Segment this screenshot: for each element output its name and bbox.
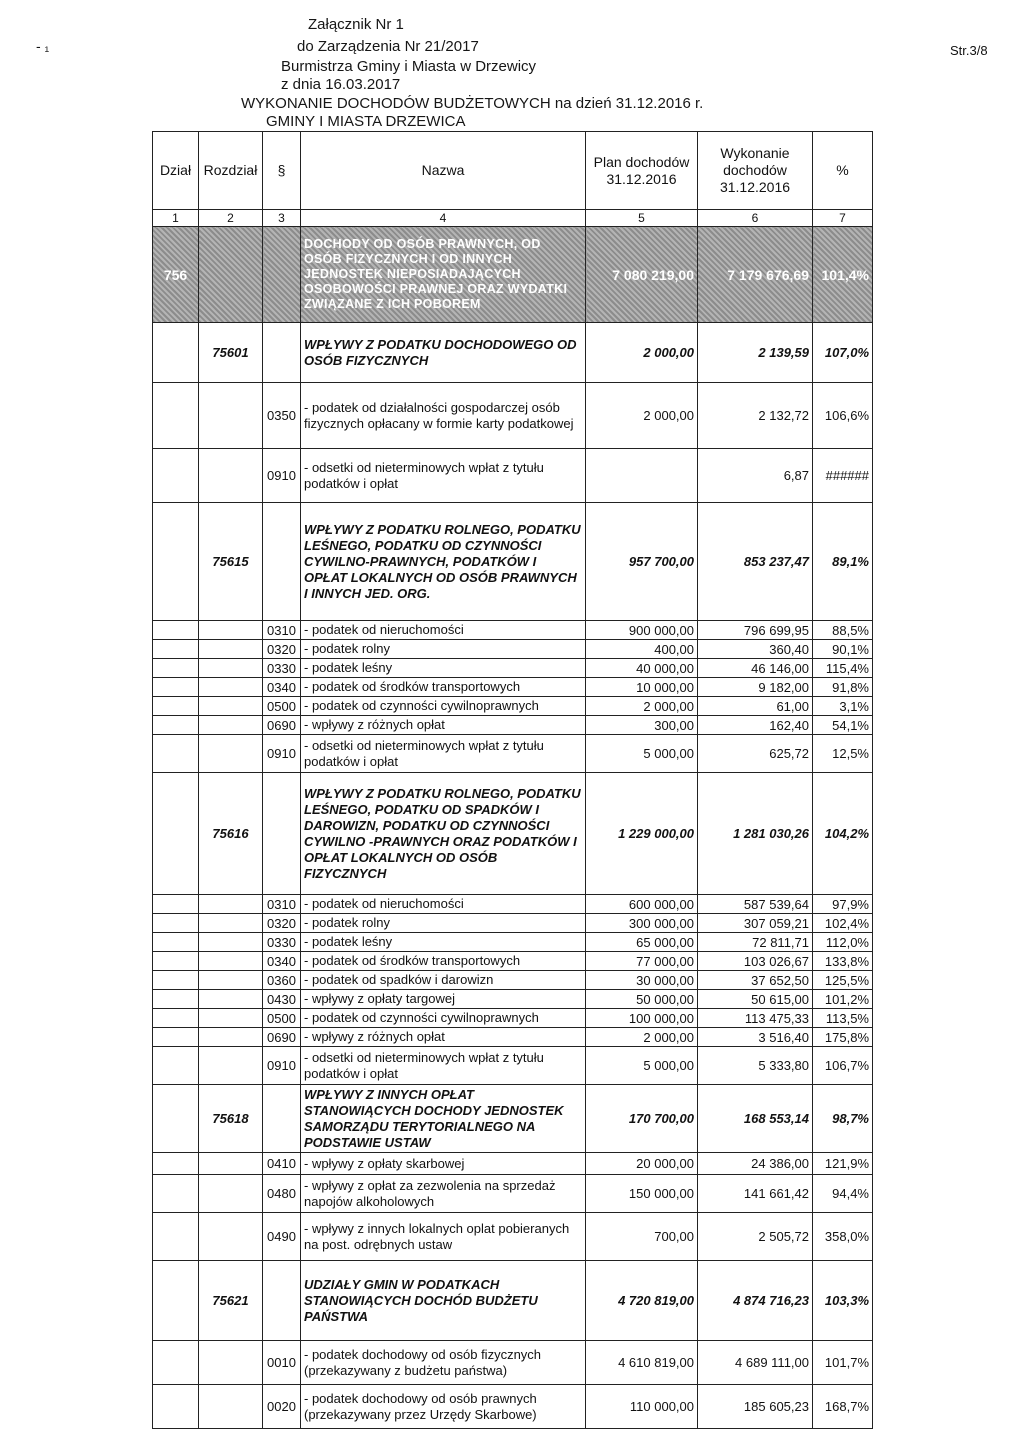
row-name: - podatek od działalności gospodarczej osób fizycznych opłacany w formie karty podatkowej <box>301 383 586 449</box>
table-row <box>153 1153 873 1175</box>
row-name: WPŁYWY Z PODATKU ROLNEGO, PODATKU LEŚNEGO, PODATKU OD SPADKÓW I DAROWIZN, PODATKU OD CZYNNOŚCI CYWILNO -PRAWNYCH ORAZ PODATKÓW I OPŁAT LOKALNYCH OD OSÓB FIZYCZNYCH <box>301 773 586 895</box>
header-line-2: do Zarządzenia Nr 21/2017 <box>297 38 479 55</box>
paragraf-code: 0430 <box>263 990 301 1009</box>
dzial-cell <box>153 933 199 952</box>
row-wykonanie: 46 146,00 <box>698 659 813 678</box>
column-number-row <box>153 210 873 227</box>
paragraf-code <box>263 1261 301 1341</box>
row-name: - podatek od nieruchomości <box>301 621 586 640</box>
row-wykonanie: 6,87 <box>698 449 813 503</box>
row-name: WPŁYWY Z PODATKU DOCHODOWEGO OD OSÓB FIZYCZNYCH <box>301 323 586 383</box>
dzial-cell <box>153 449 199 503</box>
table-row <box>153 697 873 716</box>
row-name: - podatek dochodowy od osób prawnych (przekazywany przez Urzędy Skarbowe) <box>301 1385 586 1429</box>
col-number: 1 <box>153 210 199 227</box>
paragraf-code: 0360 <box>263 971 301 990</box>
row-wykonanie: 853 237,47 <box>698 503 813 621</box>
dzial-cell <box>153 1047 199 1085</box>
row-name: - podatek od środków transportowych <box>301 952 586 971</box>
row-procent: 12,5% <box>813 735 873 773</box>
row-procent: 98,7% <box>813 1085 873 1153</box>
rozdzial-code: 75615 <box>199 503 263 621</box>
row-wykonanie: 2 505,72 <box>698 1213 813 1261</box>
rozdzial-code <box>199 952 263 971</box>
table-row <box>153 1047 873 1085</box>
dzial-cell <box>153 895 199 914</box>
row-procent: 90,1% <box>813 640 873 659</box>
col-header-nazwa: Nazwa <box>301 132 586 210</box>
col-header-wykonanie: Wykonanie dochodów 31.12.2016 <box>698 132 813 210</box>
col-number: 7 <box>813 210 873 227</box>
table-row <box>153 659 873 678</box>
paragraf-code <box>263 323 301 383</box>
col-number: 3 <box>263 210 301 227</box>
page-number: Str.3/8 <box>950 43 988 58</box>
row-name: WPŁYWY Z INNYCH OPŁAT STANOWIĄCYCH DOCHODY JEDNOSTEK SAMORZĄDU TERYTORIALNEGO NA PODSTAWIE USTAW <box>301 1085 586 1153</box>
dzial-cell <box>153 640 199 659</box>
row-plan: 1 229 000,00 <box>586 773 698 895</box>
row-wykonanie: 1 281 030,26 <box>698 773 813 895</box>
table-row <box>153 1213 873 1261</box>
table-row <box>153 971 873 990</box>
row-name: - odsetki od nieterminowych wpłat z tytułu podatków i opłat <box>301 449 586 503</box>
rozdzial-code <box>199 716 263 735</box>
budget-table <box>152 131 873 1429</box>
row-procent: 54,1% <box>813 716 873 735</box>
table-row <box>153 1341 873 1385</box>
dzial-cell <box>153 716 199 735</box>
row-plan: 40 000,00 <box>586 659 698 678</box>
col-header-dzial: Dział <box>153 132 199 210</box>
rozdzial-code <box>199 449 263 503</box>
row-name: - odsetki od nieterminowych wpłat z tytułu podatków i opłat <box>301 1047 586 1085</box>
col-header-paragraf: § <box>263 132 301 210</box>
paragraf-code: 0410 <box>263 1153 301 1175</box>
col-number: 4 <box>301 210 586 227</box>
table-row <box>153 640 873 659</box>
row-plan: 77 000,00 <box>586 952 698 971</box>
row-name: - podatek rolny <box>301 914 586 933</box>
dzial-cell <box>153 971 199 990</box>
row-procent: 103,3% <box>813 1261 873 1341</box>
row-name: - podatek od czynności cywilnoprawnych <box>301 1009 586 1028</box>
paragraf-code: 0690 <box>263 1028 301 1047</box>
paragraf-code: 0500 <box>263 1009 301 1028</box>
row-wykonanie: 587 539,64 <box>698 895 813 914</box>
row-procent: 101,2% <box>813 990 873 1009</box>
col-number: 2 <box>199 210 263 227</box>
paragraf-code: 0310 <box>263 895 301 914</box>
paragraf-code: 0010 <box>263 1341 301 1385</box>
row-procent: 94,4% <box>813 1175 873 1213</box>
dzial-cell <box>153 1341 199 1385</box>
row-procent: 3,1% <box>813 697 873 716</box>
paragraf-code: 0330 <box>263 659 301 678</box>
row-wykonanie: 61,00 <box>698 697 813 716</box>
dzial-cell <box>153 990 199 1009</box>
rozdzial-row <box>153 503 873 621</box>
dzial-cell <box>153 1028 199 1047</box>
dzial-row <box>153 227 873 323</box>
rozdzial-row <box>153 773 873 895</box>
row-name: - wpływy z opłaty targowej <box>301 990 586 1009</box>
row-name: - odsetki od nieterminowych wpłat z tytułu podatków i opłat <box>301 735 586 773</box>
header-line-4: z dnia 16.03.2017 <box>281 76 401 93</box>
empty-cell <box>199 227 263 323</box>
row-plan: 2 000,00 <box>586 323 698 383</box>
dzial-cell <box>153 952 199 971</box>
dzial-code: 756 <box>153 227 199 323</box>
dzial-cell <box>153 1009 199 1028</box>
rozdzial-row <box>153 1261 873 1341</box>
rozdzial-code <box>199 1213 263 1261</box>
row-wykonanie: 4 874 716,23 <box>698 1261 813 1341</box>
table-row <box>153 449 873 503</box>
dzial-cell <box>153 659 199 678</box>
row-plan: 700,00 <box>586 1213 698 1261</box>
row-name: - podatek od nieruchomości <box>301 895 586 914</box>
rozdzial-code <box>199 990 263 1009</box>
row-procent: 175,8% <box>813 1028 873 1047</box>
row-procent: 101,7% <box>813 1341 873 1385</box>
row-name: - wpływy z innych lokalnych oplat pobieranych na post. odrębnych ustaw <box>301 1213 586 1261</box>
row-procent: 168,7% <box>813 1385 873 1429</box>
row-plan: 30 000,00 <box>586 971 698 990</box>
dzial-cell <box>153 697 199 716</box>
dzial-procent: 101,4% <box>813 227 873 323</box>
dzial-cell <box>153 1175 199 1213</box>
table-row <box>153 735 873 773</box>
paragraf-code: 0310 <box>263 621 301 640</box>
row-plan: 900 000,00 <box>586 621 698 640</box>
table-row <box>153 716 873 735</box>
row-procent: 113,5% <box>813 1009 873 1028</box>
row-plan: 65 000,00 <box>586 933 698 952</box>
dzial-cell <box>153 678 199 697</box>
rozdzial-code <box>199 659 263 678</box>
row-procent: ###### <box>813 449 873 503</box>
row-wykonanie: 141 661,42 <box>698 1175 813 1213</box>
row-plan: 170 700,00 <box>586 1085 698 1153</box>
row-procent: 121,9% <box>813 1153 873 1175</box>
row-procent: 115,4% <box>813 659 873 678</box>
rozdzial-code <box>199 383 263 449</box>
row-plan: 5 000,00 <box>586 1047 698 1085</box>
row-plan: 20 000,00 <box>586 1153 698 1175</box>
dzial-name: DOCHODY OD OSÓB PRAWNYCH, OD OSÓB FIZYCZNYCH I OD INNYCH JEDNOSTEK NIEPOSIADAJĄCYCH OSOBOWOŚCI PRAWNEJ ORAZ WYDATKI ZWIĄZANE Z ICH POBOREM <box>301 227 586 323</box>
dzial-cell <box>153 503 199 621</box>
table-row <box>153 1028 873 1047</box>
row-name: - podatek leśny <box>301 659 586 678</box>
paragraf-code: 0020 <box>263 1385 301 1429</box>
rozdzial-code: 75618 <box>199 1085 263 1153</box>
row-procent: 133,8% <box>813 952 873 971</box>
row-wykonanie: 24 386,00 <box>698 1153 813 1175</box>
row-procent: 88,5% <box>813 621 873 640</box>
row-procent: 97,9% <box>813 895 873 914</box>
row-plan: 957 700,00 <box>586 503 698 621</box>
table-row <box>153 621 873 640</box>
row-name: - podatek dochodowy od osób fizycznych (przekazywany z budżetu państwa) <box>301 1341 586 1385</box>
dzial-cell <box>153 621 199 640</box>
rozdzial-code: 75616 <box>199 773 263 895</box>
row-wykonanie: 625,72 <box>698 735 813 773</box>
header-line-1: Załącznik Nr 1 <box>308 16 404 33</box>
table-header-row <box>153 132 873 210</box>
rozdzial-code <box>199 1009 263 1028</box>
table-row <box>153 952 873 971</box>
rozdzial-code <box>199 1341 263 1385</box>
row-plan: 10 000,00 <box>586 678 698 697</box>
col-number: 6 <box>698 210 813 227</box>
row-plan <box>586 449 698 503</box>
row-wykonanie: 2 132,72 <box>698 383 813 449</box>
empty-cell <box>263 227 301 323</box>
row-procent: 112,0% <box>813 933 873 952</box>
rozdzial-code <box>199 621 263 640</box>
header-line-3: Burmistrza Gminy i Miasta w Drzewicy <box>281 58 537 75</box>
row-procent: 104,2% <box>813 773 873 895</box>
paragraf-code: 0320 <box>263 640 301 659</box>
paragraf-code: 0320 <box>263 914 301 933</box>
dzial-cell <box>153 773 199 895</box>
row-wykonanie: 3 516,40 <box>698 1028 813 1047</box>
paragraf-code <box>263 773 301 895</box>
rozdzial-code <box>199 735 263 773</box>
row-plan: 400,00 <box>586 640 698 659</box>
row-procent: 102,4% <box>813 914 873 933</box>
row-wykonanie: 307 059,21 <box>698 914 813 933</box>
row-name: - wpływy z różnych opłat <box>301 1028 586 1047</box>
row-procent: 106,7% <box>813 1047 873 1085</box>
row-plan: 100 000,00 <box>586 1009 698 1028</box>
paragraf-code: 0910 <box>263 735 301 773</box>
row-name: - wpływy z różnych opłat <box>301 716 586 735</box>
row-wykonanie: 113 475,33 <box>698 1009 813 1028</box>
row-name: - podatek od czynności cywilnoprawnych <box>301 697 586 716</box>
row-name: - wpływy z opłaty skarbowej <box>301 1153 586 1175</box>
rozdzial-code <box>199 697 263 716</box>
row-wykonanie: 50 615,00 <box>698 990 813 1009</box>
header-subtitle: GMINY I MIASTA DRZEWICA <box>266 113 466 130</box>
paragraf-code <box>263 1085 301 1153</box>
paragraf-code: 0350 <box>263 383 301 449</box>
row-procent: 106,6% <box>813 383 873 449</box>
row-wykonanie: 37 652,50 <box>698 971 813 990</box>
row-wykonanie: 360,40 <box>698 640 813 659</box>
row-wykonanie: 103 026,67 <box>698 952 813 971</box>
table-row <box>153 1385 873 1429</box>
rozdzial-code <box>199 971 263 990</box>
rozdzial-code: 75601 <box>199 323 263 383</box>
dzial-cell <box>153 735 199 773</box>
col-number: 5 <box>586 210 698 227</box>
row-plan: 150 000,00 <box>586 1175 698 1213</box>
row-plan: 2 000,00 <box>586 383 698 449</box>
paragraf-code: 0490 <box>263 1213 301 1261</box>
row-wykonanie: 4 689 111,00 <box>698 1341 813 1385</box>
row-name: UDZIAŁY GMIN W PODATKACH STANOWIĄCYCH DOCHÓD BUDŻETU PAŃSTWA <box>301 1261 586 1341</box>
dzial-cell <box>153 383 199 449</box>
row-wykonanie: 9 182,00 <box>698 678 813 697</box>
row-wykonanie: 72 811,71 <box>698 933 813 952</box>
table-row <box>153 914 873 933</box>
paragraf-code: 0690 <box>263 716 301 735</box>
rozdzial-code <box>199 678 263 697</box>
row-wykonanie: 2 139,59 <box>698 323 813 383</box>
row-procent: 89,1% <box>813 503 873 621</box>
row-procent: 358,0% <box>813 1213 873 1261</box>
row-plan: 2 000,00 <box>586 697 698 716</box>
row-name: WPŁYWY Z PODATKU ROLNEGO, PODATKU LEŚNEGO, PODATKU OD CZYNNOŚCI CYWILNO-PRAWNYCH, PODATKÓW I OPŁAT LOKALNYCH OD OSÓB PRAWNYCH I INNYCH JED. ORG. <box>301 503 586 621</box>
rozdzial-code <box>199 1175 263 1213</box>
row-wykonanie: 185 605,23 <box>698 1385 813 1429</box>
row-name: - wpływy z opłat za zezwolenia na sprzedaż napojów alkoholowych <box>301 1175 586 1213</box>
row-plan: 300 000,00 <box>586 914 698 933</box>
row-wykonanie: 168 553,14 <box>698 1085 813 1153</box>
row-name: - podatek leśny <box>301 933 586 952</box>
row-plan: 110 000,00 <box>586 1385 698 1429</box>
row-plan: 600 000,00 <box>586 895 698 914</box>
col-header-procent: % <box>813 132 873 210</box>
rozdzial-code <box>199 1028 263 1047</box>
paragraf-code: 0500 <box>263 697 301 716</box>
dzial-cell <box>153 323 199 383</box>
rozdzial-code <box>199 895 263 914</box>
row-procent: 91,8% <box>813 678 873 697</box>
row-plan: 4 610 819,00 <box>586 1341 698 1385</box>
row-plan: 2 000,00 <box>586 1028 698 1047</box>
paragraf-code: 0910 <box>263 449 301 503</box>
dzial-cell <box>153 1153 199 1175</box>
row-plan: 5 000,00 <box>586 735 698 773</box>
rozdzial-code <box>199 1153 263 1175</box>
rozdzial-code <box>199 914 263 933</box>
header-title: WYKONANIE DOCHODÓW BUDŻETOWYCH na dzień 31.12.2016 r. <box>241 95 704 112</box>
row-wykonanie: 796 699,95 <box>698 621 813 640</box>
scan-mark: - ₁ <box>36 38 50 54</box>
row-plan: 300,00 <box>586 716 698 735</box>
row-name: - podatek od spadków i darowizn <box>301 971 586 990</box>
row-plan: 4 720 819,00 <box>586 1261 698 1341</box>
paragraf-code: 0340 <box>263 678 301 697</box>
dzial-cell <box>153 1085 199 1153</box>
col-header-plan: Plan dochodów 31.12.2016 <box>586 132 698 210</box>
table-row <box>153 895 873 914</box>
row-name: - podatek rolny <box>301 640 586 659</box>
dzial-cell <box>153 1385 199 1429</box>
rozdzial-row <box>153 323 873 383</box>
dzial-wykonanie: 7 179 676,69 <box>698 227 813 323</box>
rozdzial-row <box>153 1085 873 1153</box>
table-row <box>153 1175 873 1213</box>
paragraf-code: 0340 <box>263 952 301 971</box>
dzial-cell <box>153 1213 199 1261</box>
row-wykonanie: 5 333,80 <box>698 1047 813 1085</box>
rozdzial-code <box>199 1047 263 1085</box>
paragraf-code: 0910 <box>263 1047 301 1085</box>
table-row <box>153 1009 873 1028</box>
table-row <box>153 383 873 449</box>
rozdzial-code <box>199 1385 263 1429</box>
paragraf-code: 0480 <box>263 1175 301 1213</box>
row-name: - podatek od środków transportowych <box>301 678 586 697</box>
dzial-plan: 7 080 219,00 <box>586 227 698 323</box>
row-procent: 125,5% <box>813 971 873 990</box>
table-row <box>153 933 873 952</box>
row-procent: 107,0% <box>813 323 873 383</box>
paragraf-code <box>263 503 301 621</box>
dzial-cell <box>153 914 199 933</box>
row-plan: 50 000,00 <box>586 990 698 1009</box>
dzial-cell <box>153 1261 199 1341</box>
table-row <box>153 678 873 697</box>
col-header-rozdzial: Rozdział <box>199 132 263 210</box>
rozdzial-code <box>199 640 263 659</box>
table-row <box>153 990 873 1009</box>
rozdzial-code: 75621 <box>199 1261 263 1341</box>
paragraf-code: 0330 <box>263 933 301 952</box>
row-wykonanie: 162,40 <box>698 716 813 735</box>
rozdzial-code <box>199 933 263 952</box>
